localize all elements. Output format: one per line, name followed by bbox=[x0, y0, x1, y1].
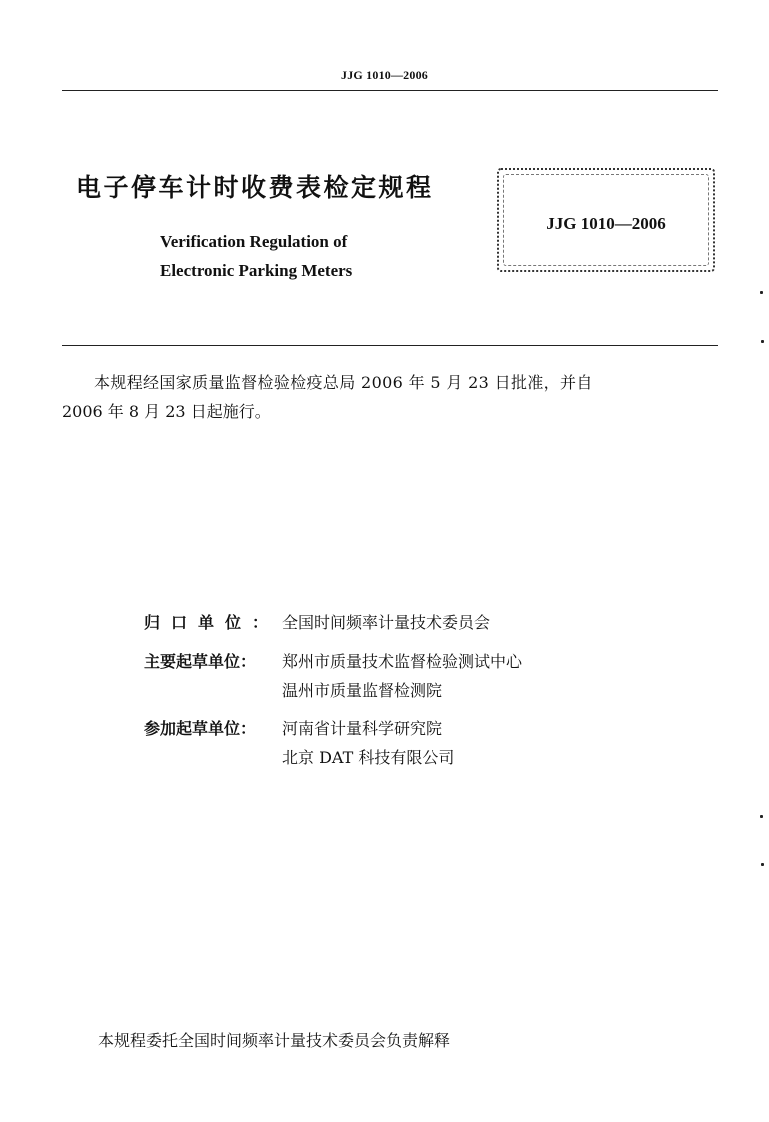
main-drafting-unit-2: 温州市质量监督检测院 bbox=[282, 681, 443, 700]
title-english-line2: Electronic Parking Meters bbox=[160, 261, 353, 280]
title-chinese: 电子停车计时收费表检定规程 bbox=[76, 173, 434, 202]
section-rule bbox=[62, 345, 718, 346]
interpretation-note: 本规程委托全国时间频率计量技术委员会负责解释 bbox=[98, 1031, 451, 1050]
responsible-unit-label: 归口单位： bbox=[144, 613, 280, 632]
approval-line-2: 2006 年 8 月 23 日起施行。 bbox=[62, 402, 271, 421]
title-english-line1: Verification Regulation of bbox=[160, 232, 348, 251]
participating-unit-label: 参加起草单位： bbox=[144, 719, 257, 738]
scan-speck bbox=[761, 340, 764, 343]
participating-unit-1: 河南省计量科学研究院 bbox=[282, 719, 443, 738]
scan-speck bbox=[760, 815, 763, 818]
standard-code-box bbox=[497, 168, 715, 272]
main-drafting-unit-1: 郑州市质量技术监督检验测试中心 bbox=[282, 652, 523, 671]
standard-code-box-text: JJG 1010—2006 bbox=[546, 214, 666, 233]
header-rule bbox=[62, 90, 718, 91]
participating-unit-2: 北京 DAT 科技有限公司 bbox=[282, 748, 455, 767]
scan-speck bbox=[760, 291, 763, 294]
main-drafting-unit-label: 主要起草单位： bbox=[144, 652, 257, 671]
standard-code-header: JJG 1010—2006 bbox=[341, 68, 428, 82]
approval-line-1: 本规程经国家质量监督检验检疫总局 2006 年 5 月 23 日批准，并自 bbox=[94, 373, 593, 392]
responsible-unit-value: 全国时间频率计量技术委员会 bbox=[282, 613, 491, 632]
approval-paragraph bbox=[62, 368, 718, 426]
scan-speck bbox=[761, 863, 764, 866]
